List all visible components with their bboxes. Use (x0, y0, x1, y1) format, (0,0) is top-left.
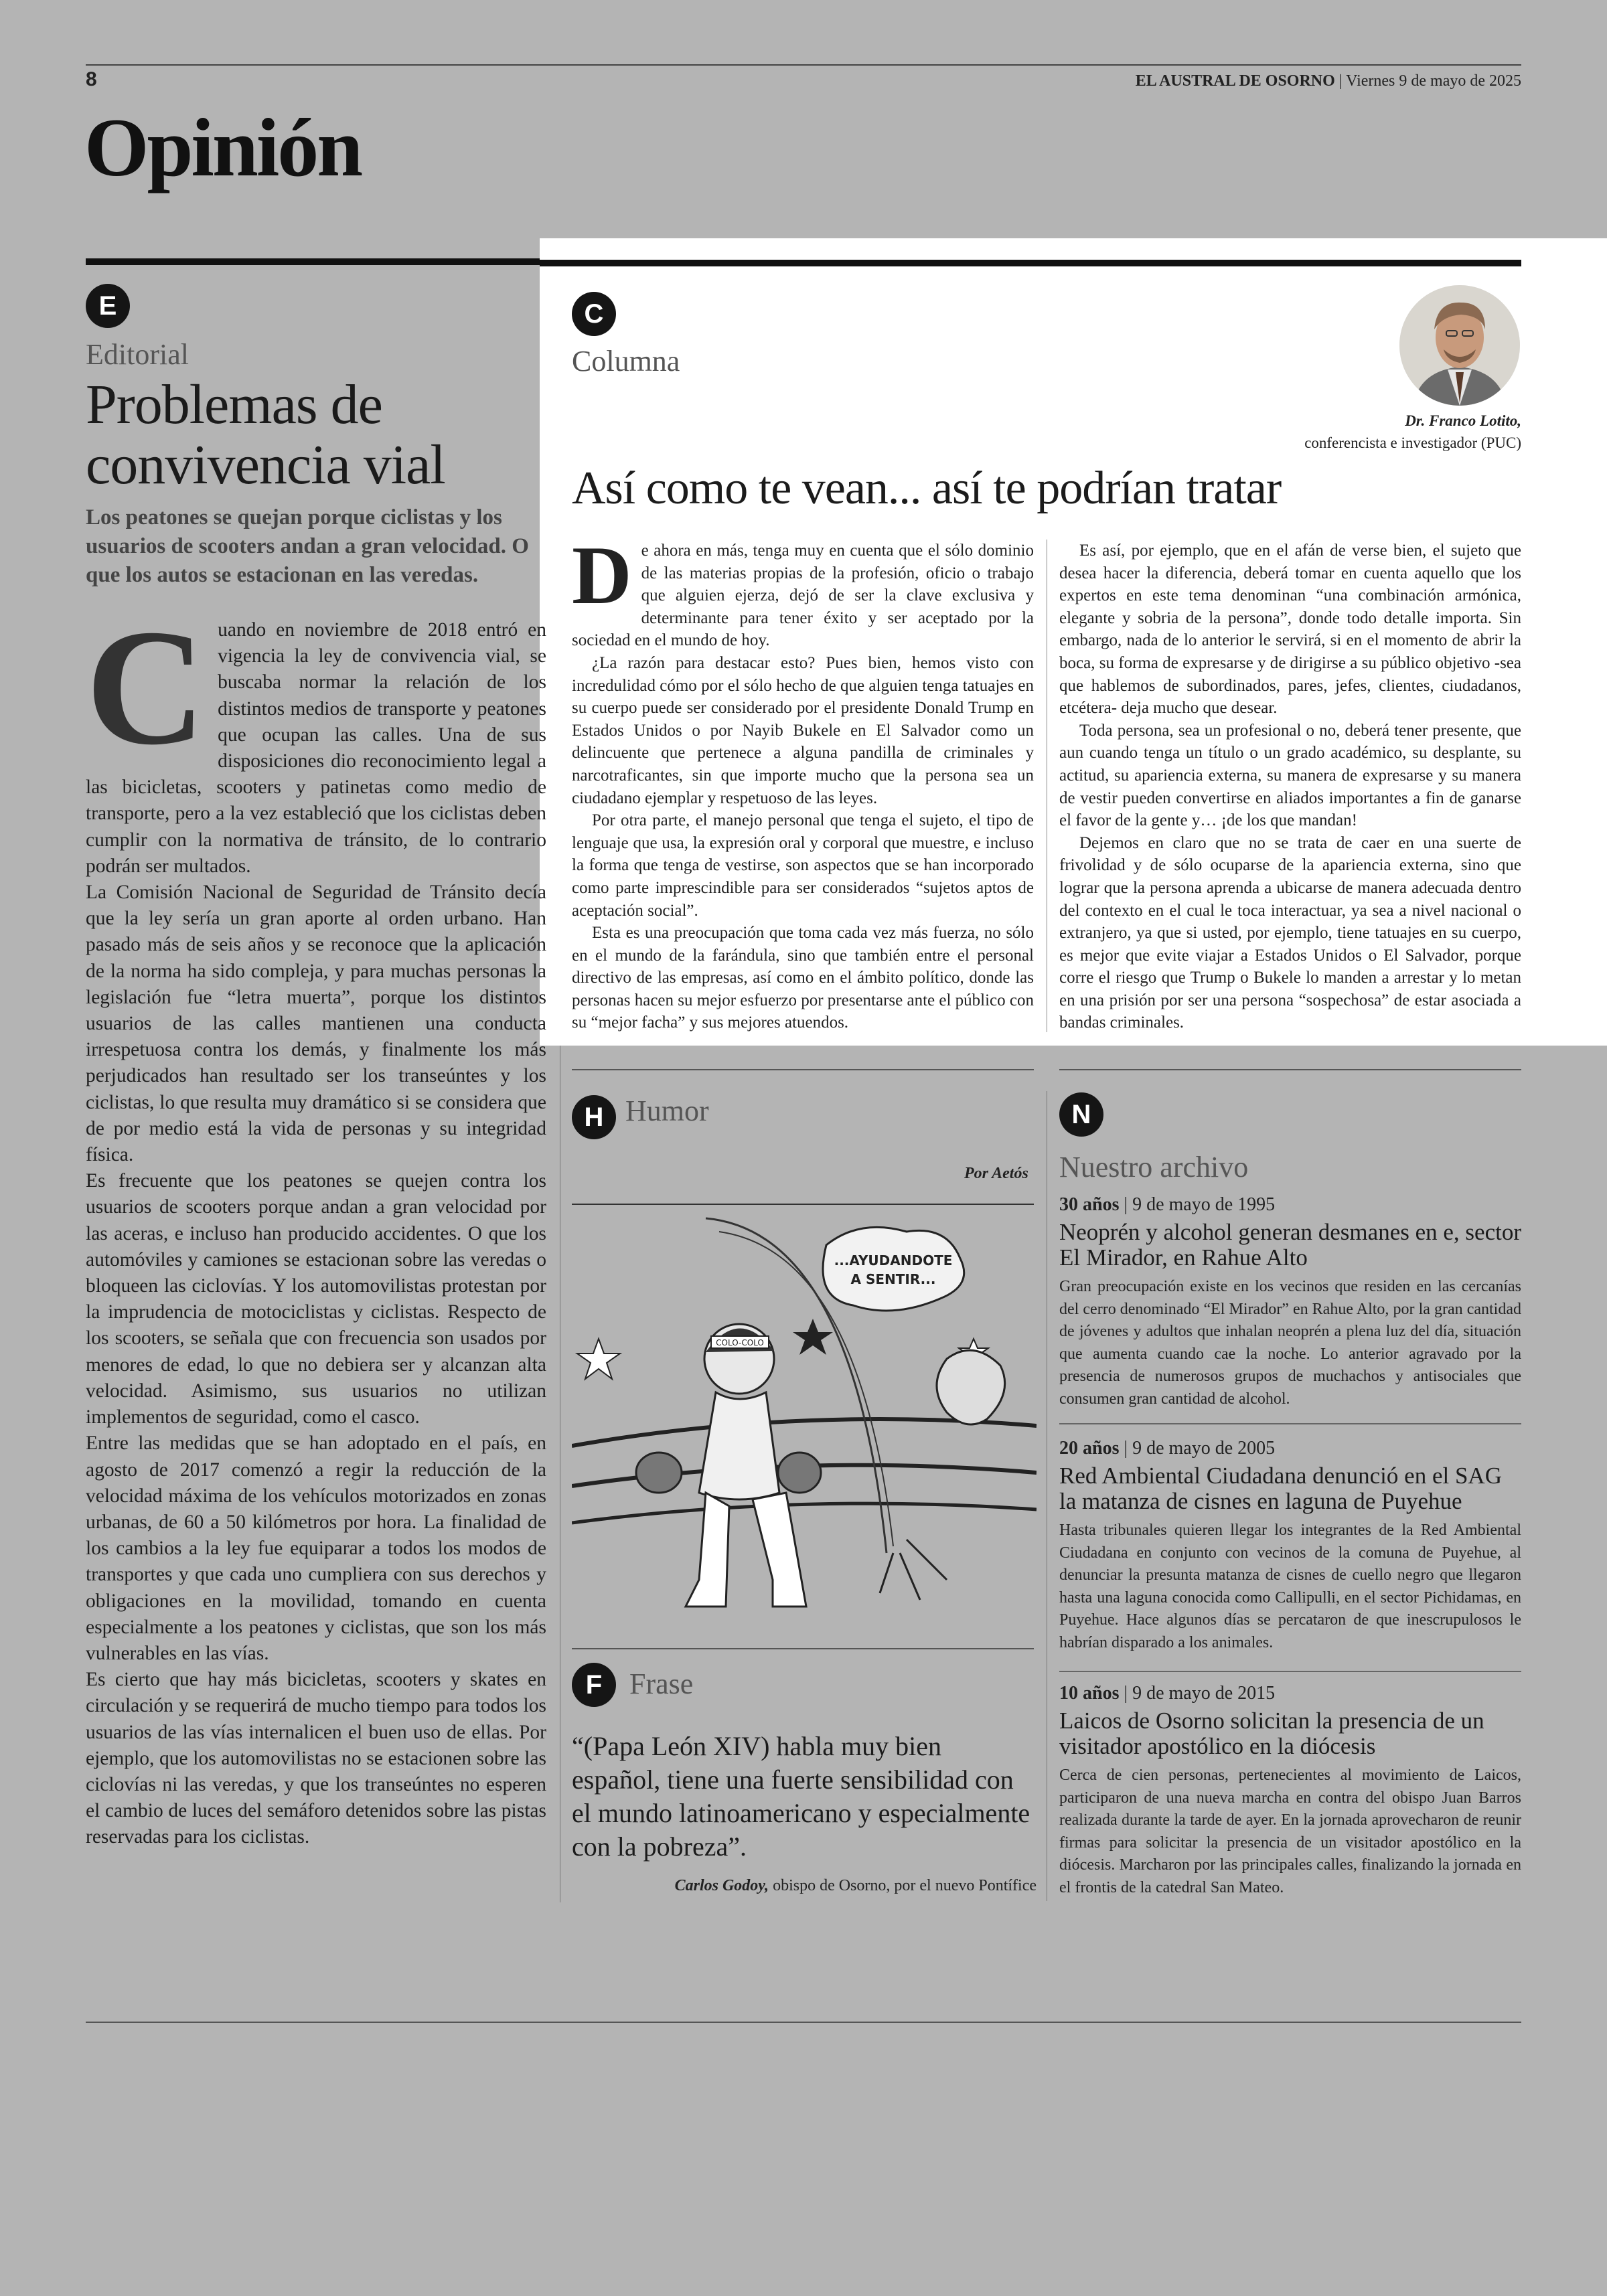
humor-byline: Por Aetós (964, 1165, 1028, 1182)
publication-info: EL AUSTRAL DE OSORNO | Viernes 9 de mayo de 2025 (1135, 72, 1521, 90)
archivo-separator (1059, 1423, 1521, 1424)
frase-top-rule (572, 1648, 1034, 1649)
frase-quote: “(Papa León XIV) habla muy bien español, tiene una fuerte sensibilidad con el mundo latinoamericano y especialmente con la pobreza”. (572, 1731, 1030, 1862)
page-number: 8 (86, 68, 97, 90)
column-text-left (572, 529, 1035, 1034)
frase-badge: F (572, 1663, 616, 1707)
archivo-item-body: Gran preocupación existe en los vecinos que residen en las cercanías del cerro denominado “El Mirador” en Rahue Alto, por la gran cantidad de jóvenes y adultos que inhalan neoprén a plena luz del día, situación que aumenta cuando cae la noche. Lo anterior agravado por la presencia de numerosos grupos de muchachos y antisociales que consumen gran cantidad de alcohol. (1059, 1278, 1521, 1408)
archivo-item-date: 10 años | 9 de mayo de 2015 (1059, 1683, 1276, 1704)
column-paragraph: Dejemos en claro que no se trata de caer en una suerte de frivolidad y de sólo ocuparse de la apariencia externa, sino que lograr que la persona aprenda a ubicarse de manera adecuada dentro del contexto en el cual le toca interactuar, ya sea a nivel nacional o extranjero, ya que si usted, por ejemplo, tiene tatuajes en su cuerpo, es mejor que evite viajar a Estados Unidos o El Salvador, porque corre el riesgo que Trump o Bukele lo manden a arrestar y lo metan en una prisión por ser una persona “sospechosa” de estar asociada a bandas criminales. (1059, 833, 1521, 1032)
editorial-lead: Los peatones se quejan porque ciclistas y los usuarios de scooters andan a gran velocidad. O que los autos se estacionan en las veredas. (86, 505, 529, 587)
editorial-badge: E (86, 284, 130, 328)
column-kicker: Columna (572, 345, 680, 378)
archivo-item-headline: Red Ambiental Ciudadana denunció en el SAG la matanza de cisnes en laguna de Puyehue (1059, 1463, 1502, 1514)
archivo-kicker: Nuestro archivo (1059, 1151, 1249, 1183)
column-author (1304, 410, 1521, 454)
cartoon-bubble-line2: A SENTIR... (850, 1271, 936, 1287)
archivo-item-date: 30 años | 9 de mayo de 1995 (1059, 1194, 1276, 1215)
column-paragraph: Toda persona, sea un profesional o no, deberá tener presente, que aun cuando tenga un título o un grado académico, su desplante, su actitud, su apariencia externa, su manera de expresarse y su manera de vestir pueden convertirse en aliados importantes a fin de ganarse el favor de la gente y… ¡de los que mandan! (1059, 721, 1521, 830)
column-top-rule (540, 260, 1521, 266)
archivo-item (1059, 1438, 1521, 1654)
archivo-item-headline: Laicos de Osorno solicitan la presencia de un visitador apostólico en la diócesis (1059, 1708, 1484, 1759)
cartoon-bubble-line1: ...AYUDANDOTE (834, 1252, 953, 1268)
editorial-paragraph: La Comisión Nacional de Seguridad de Tránsito decía que la ley sería un gran aporte al orden urbano. Han pasado más de seis años y se reconoce que la aplicación de la norma ha sido compleja, y para muchas personas la legislación fue “letra muerta”, porque los distintos usuarios de las calles mantienen una conducta irrespetuosa contra los demás, y finalmente los más perjudicados han resultado ser los transeúntes y los ciclistas, lo que resulta muy dramático si se considera que de por medio está la vida de personas y su integridad física. (86, 882, 546, 1166)
boxing-cartoon-image (572, 1205, 1037, 1633)
editorial-drop-cap: C (86, 595, 206, 779)
archivo-item (1059, 1194, 1521, 1410)
author-name: Dr. Franco Lotito, (1405, 412, 1521, 429)
humor-top-rule (572, 1069, 1034, 1070)
column-paragraph: Por otra parte, el manejo personal que tenga el sujeto, el tipo de lenguaje que usa, la expresión oral y corporal que muestre, e incluso la forma que tenga de vestirse, son aspectos que se han incorporado como parte imprescindible para ser considerados “sujetos aptos de aceptación social”. (572, 811, 1034, 920)
svg-text:COLO-COLO: COLO-COLO (716, 1338, 764, 1347)
column-title: Así como te vean... así te podrían tratar (572, 463, 1282, 514)
editorial-paragraph: Es cierto que hay más bicicletas, scooters y skates en circulación y se requerirá de mucho tiempo para todos los usuarios de las vías internalicen el buen uso de ellas. Por ejemplo, que los automovilistas no se estacionen sobre las ciclovías ni las veredas, y que los transeúntes no esperen el cambio de luces del semáforo detenidos sobre las pistas reservadas para los ciclistas. (86, 1669, 546, 1848)
frase-author-role: obispo de Osorno, por el nuevo Pontífice (769, 1877, 1037, 1894)
column-paragraph: Esta es una preocupación que toma cada vez más fuerza, no sólo en el mundo de la farándula, sino que también entre el personal directivo de las empresas, así como en el ámbito político, donde las personas hacen su mejor esfuerzo por presentarse ante el público con su “mejor facha” y sus mejores atuendos. (572, 924, 1035, 1032)
publication-date: Viernes 9 de mayo de 2025 (1346, 72, 1521, 90)
author-portrait-image (1399, 285, 1520, 406)
editorial-body (86, 595, 546, 1851)
column-drop-cap: D (572, 529, 632, 621)
frase-author (675, 1877, 1037, 1895)
column-text-right (1059, 540, 1521, 1034)
archivo-item-headline: Neoprén y alcohol generan desmanes en e, sector El Mirador, en Rahue Alto (1059, 1219, 1521, 1270)
archivo-item-date: 20 años | 9 de mayo de 2005 (1059, 1438, 1276, 1459)
bottom-rule (86, 2022, 1521, 2023)
column-paragraph: ¿La razón para destacar esto? Pues bien, hemos visto con incredulidad cómo por el sólo hecho de que alguien tenga tatuajes en su cuerpo puede ser considerado por el presidente Donald Trump en Estados Unidos o por Nayib Bukele en El Salvador como un delincuente que pertenece a alguna pandilla de criminales y narcotraficantes, sin que importe mucho que la persona sea un ciudadano ejemplar y respetuoso de las leyes. (572, 653, 1034, 807)
archivo-top-rule (1059, 1069, 1521, 1070)
archivo-badge: N (1059, 1092, 1103, 1137)
top-rule (86, 64, 1521, 66)
frase-author-name: Carlos Godoy, (674, 1877, 769, 1894)
publication-name: EL AUSTRAL DE OSORNO (1135, 72, 1335, 90)
frase-kicker: Frase (629, 1667, 694, 1700)
editorial-paragraph: Es frecuente que los peatones se quejen contra los usuarios de scooters porque andan a gran velocidad por las aceras, e incluso han producido accidentes. O que los automóviles y camiones se estacionan sobre las veredas o bloqueen las ciclovías. Y los automovilistas protestan por la imprudencia de motociclistas y ciclistas. Respecto de los scooters, se señala que con frecuencia son usados por menores de edad, lo que no debiera ser y alcanzan alta velocidad. Asimismo, sus usuarios no utilizan implementos de seguridad, como el casco. (86, 1170, 546, 1428)
archivo-separator (1059, 1671, 1521, 1672)
humor-cartoon (572, 1205, 1037, 1633)
column-badge: C (572, 292, 616, 336)
humor-badge: H (572, 1095, 616, 1139)
column-paragraph: De ahora en más, tenga muy en cuenta que el sólo dominio de las materias propias de la profesión, oficio o trabajo que alguien ejerza, dejó de ser la clave exclusiva y determinante para tener éxito y ser aceptado por la sociedad en el mundo de hoy. (572, 529, 1034, 650)
archivo-item (1059, 1683, 1521, 1899)
author-photo (1399, 285, 1520, 406)
archivo-item-body: Hasta tribunales quieren llegar los integrantes de la Red Ambiental Ciudadana en conjunto con vecinos de la comuna de Puyehue, al denunciar la presunta matanza de cisnes de cuello negro que llegaron hasta una laguna conocida como Callipulli, en el sector Pichidamas, en Puyehue. Hace algunos días se percataron de que inescrupulosos le habrían disparado a los animales. (1059, 1522, 1521, 1651)
section-title: Opinión (84, 102, 362, 193)
editorial-kicker: Editorial (86, 338, 189, 371)
humor-kicker: Humor (625, 1094, 709, 1127)
editorial-title: Problemas de convivencia vial (86, 374, 445, 496)
editorial-paragraph: Entre las medidas que se han adoptado en el país, en agosto de 2017 comenzó a regir la reducción de la velocidad máxima de los vehículos motorizados en zonas urbanas, de 60 a 50 kilómetros por hora. La finalidad de los cambios a la ley fue equiparar a todos los modos de transportes y que cada uno cumpliera con sus derechos y obligaciones en la movilidad, tomando en cuenta especialmente a los peatones y ciclistas, que son los más vulnerables en las vías. (86, 1432, 546, 1664)
column-paragraph: Es así, por ejemplo, que en el afán de verse bien, el sujeto que desea hacer la diferencia, deberá tomar en cuenta aquello que los expertos en este tema denominan “una combinación armónica, elegante y sobria de la persona”, donde todo detalle importa. Sin embargo, nada de lo anterior le servirá, si en el momento de abrir la boca, su forma de expresarse y de dirigirse a su público objetivo -sea que hablemos de subordinados, pares, jefes, clientes, ciudadanos, etcétera- deja mucho que desear. (1059, 542, 1521, 718)
archivo-item-body: Cerca de cien personas, pertenecientes al movimiento de Laicos, participaron de una nueva marcha en contra del obispo Juan Barros realizada durante la tarde de ayer. En la jornada aprovecharon de reunir firmas para solicitar la presencia de un visitador apostólico en la diócesis. Marcharon por las principales calles, finalizando la jornada en el frontis de la catedral San Mateo. (1059, 1767, 1521, 1896)
author-role: conferencista e investigador (PUC) (1304, 434, 1521, 451)
editorial-paragraph: Cuando en noviembre de 2018 entró en vigencia la ley de convivencia vial, se buscaba normar la relación de los distintos medios de transporte y peatones que ocupan las calles. Una de sus disposiciones dio reconocimiento legal a las bicicletas, scooters y patinetas como medio de transporte, pero a la vez estableció que los ciclistas deben cumplir con la normativa de tránsito, de lo contrario podrán ser multados. (86, 595, 546, 877)
